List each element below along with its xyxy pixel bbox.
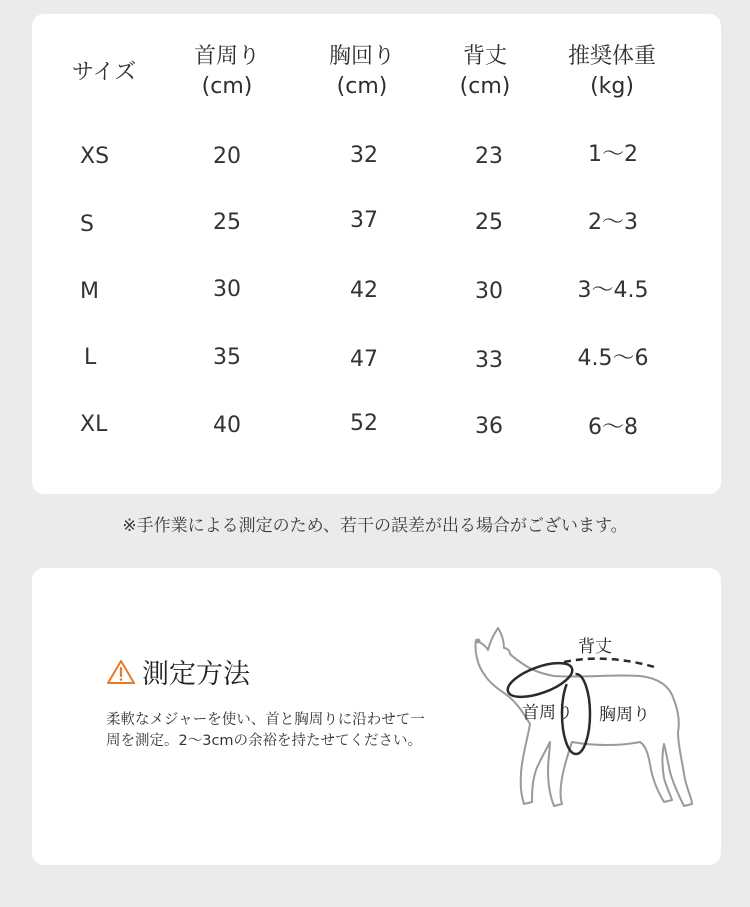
- row-neck: 20: [213, 144, 241, 169]
- label-neck: 首周り: [522, 703, 573, 723]
- row-neck: 25: [213, 210, 241, 235]
- row-neck: 30: [213, 277, 241, 302]
- header-chest: 胸回り (cm): [328, 44, 395, 99]
- measurement-note: ※手作業による測定のため、若干の誤差が出る場合がございます。: [122, 516, 628, 536]
- label-chest: 胸周り: [599, 705, 650, 725]
- row-chest: 42: [350, 278, 378, 303]
- header-size: サイズ: [72, 60, 137, 85]
- warning-icon: [106, 659, 136, 685]
- row-size-xl: XL: [80, 412, 108, 437]
- row-chest: 47: [350, 347, 378, 372]
- dog-measurement-diagram: [444, 614, 704, 844]
- row-size-m: M: [80, 279, 99, 304]
- row-chest: 32: [350, 143, 378, 168]
- header-neck: 首周り (cm): [193, 44, 260, 99]
- row-chest: 52: [350, 411, 378, 436]
- header-weight: 推奨体重 (kg): [567, 44, 656, 99]
- measure-title-text: 測定方法: [142, 659, 250, 690]
- row-back: 30: [475, 279, 503, 304]
- row-back: 33: [475, 348, 503, 373]
- row-back: 25: [475, 210, 503, 235]
- measure-description: 柔軟なメジャーを使い、首と胸周りに沿わせて一周を測定。2〜3cmの余裕を持たせてください。: [106, 712, 425, 749]
- label-back: 背丈: [578, 637, 612, 657]
- neck-ring: [504, 656, 577, 704]
- row-back: 36: [475, 414, 503, 439]
- row-neck: 35: [213, 345, 241, 370]
- row-weight: 2〜3: [588, 210, 638, 235]
- header-back: 背丈 (cm): [459, 44, 511, 99]
- row-size-l: L: [84, 345, 97, 370]
- row-neck: 40: [213, 413, 241, 438]
- row-weight: 1〜2: [588, 142, 638, 167]
- row-weight: 6〜8: [588, 415, 638, 440]
- row-size-xs: XS: [80, 144, 110, 169]
- row-chest: 37: [350, 208, 378, 233]
- row-weight: 4.5〜6: [577, 346, 649, 371]
- row-size-s: S: [80, 212, 94, 237]
- back-length-line: [564, 659, 658, 668]
- measurement-card: [32, 568, 721, 865]
- measure-title: [106, 652, 250, 691]
- size-chart-card: [32, 14, 721, 494]
- row-weight: 3〜4.5: [577, 278, 649, 303]
- row-back: 23: [475, 144, 503, 169]
